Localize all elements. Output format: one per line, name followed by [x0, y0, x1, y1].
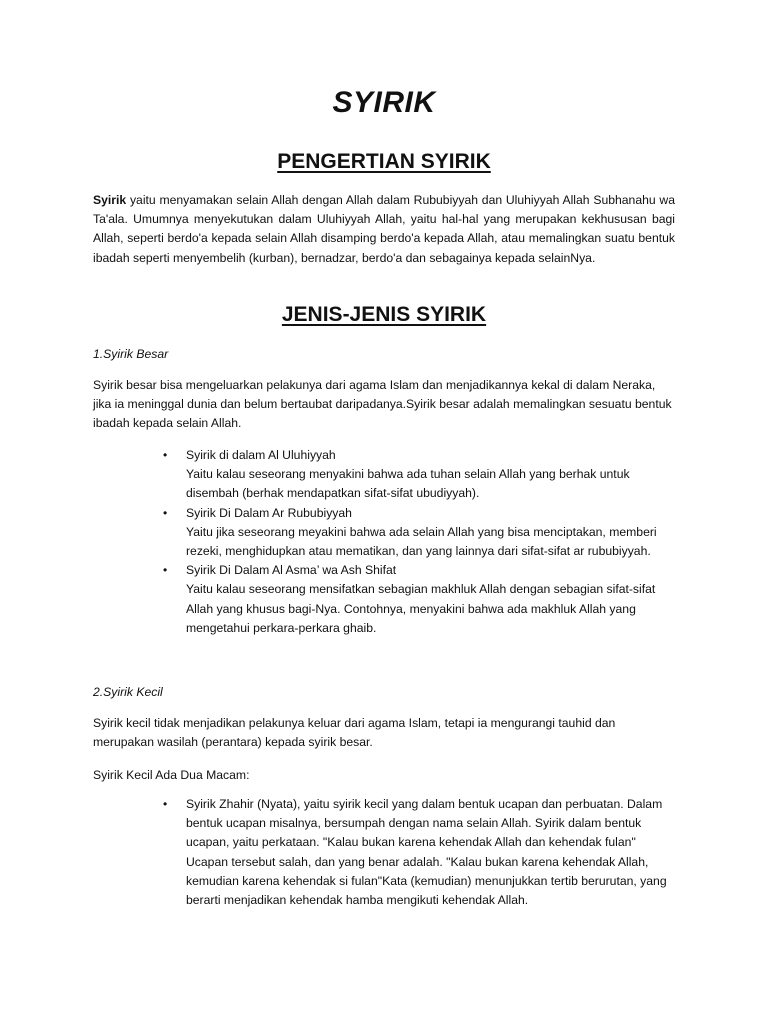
list-item-title: Syirik Di Dalam Ar Rububiyyah	[186, 505, 352, 520]
list-item	[0, 561, 676, 638]
list-item-text: Syirik Zhahir (Nyata), yaitu syirik kecil yang dalam bentuk ucapan dan perbuatan. Dalam bentuk ucapan misalnya, bersumpah dengan nama selain Allah. Syirik dalam bentuk ucapan, yaitu perkataan. "Kalau bukan karena kehendak Allah dan kehendak fulan" Ucapan tersebut salah, dan yang benar adalah. "Kalau bukan karena kehendak Allah, kemudian karena kehendak si fulan"Kata (kemudian) menunjukkan tertib berurutan, yang berarti menjadikan kehendak hamba mengikuti kehendak Allah.	[186, 797, 667, 908]
subsection-label-kecil: 2.Syirik Kecil	[93, 685, 163, 699]
list-item-text: Yaitu kalau seseorang menyakini bahwa ada tuhan selain Allah yang berhak untuk disembah (berhak mendapatkan sifat-sifat ubudiyyah).	[186, 467, 630, 501]
besar-bullet-list	[0, 446, 768, 638]
kecil-macam-line: Syirik Kecil Ada Dua Macam:	[93, 768, 250, 782]
bullet-icon: •	[163, 448, 168, 462]
list-item	[0, 446, 676, 504]
besar-paragraph: Syirik besar bisa mengeluarkan pelakunya dari agama Islam dan menjadikannya kekal di dalam Neraka, jika ia meninggal dunia dan belum bertaubat daripadanya.Syirik besar adalah memalingkan sesuatu bentuk ibadah kepada selain Allah.	[93, 378, 672, 431]
bullet-icon: •	[163, 505, 168, 520]
kecil-paragraph: Syirik kecil tidak menjadikan pelakunya keluar dari agama Islam, tetapi ia mengurangi tauhid dan merupakan wasilah (perantara) kepada syirik besar.	[93, 716, 616, 750]
bullet-icon: •	[163, 563, 168, 578]
list-item-text: Yaitu jika seseorang meyakini bahwa ada selain Allah yang bisa menciptakan, memberi rezeki, menghidupkan atau mematikan, dan yang lainnya dari sifat-sifat ar rububiyyah.	[186, 524, 657, 559]
intro-bold-term: Syirik	[93, 193, 127, 207]
list-item	[0, 504, 676, 562]
intro-paragraph	[93, 191, 675, 268]
section-heading-pengertian: PENGERTIAN SYIRIK	[277, 150, 491, 173]
bullet-icon: •	[163, 797, 168, 811]
kecil-bullet-list	[0, 795, 768, 910]
section-heading-jenis: JENIS-JENIS SYIRIK	[281, 303, 487, 326]
list-item-title: Syirik Di Dalam Al Asma’ wa Ash Shifat	[186, 563, 397, 578]
list-item-title: Syirik di dalam Al Uluhiyyah	[186, 448, 336, 462]
page-title: SYIRIK	[332, 86, 436, 119]
intro-text: yaitu menyamakan selain Allah dengan Allah dalam Rububiyyah dan Uluhiyyah Allah Subhanahu wa Ta'ala. Umumnya menyekutukan dalam Uluhiyyah Allah, yaitu hal-hal yang merupakan kekhususan bagi Allah, seperti berdo'a kepada selain Allah disamping berdo'a kepada Allah, atau memalingkan suatu bentuk ibadah seperti menyembelih (kurban), bernadzar, berdo'a dan sebagainya kepada selainNya.	[93, 193, 675, 265]
list-item	[0, 795, 676, 910]
list-item-text: Yaitu kalau seseorang mensifatkan sebagian makhluk Allah dengan sebagian sifat-sifat Allah yang khusus bagi-Nya. Contohnya, menyakini bahwa ada makhluk Allah yang mengetahui perkara-perkara ghaib.	[186, 582, 656, 635]
subsection-label-besar: 1.Syirik Besar	[93, 347, 169, 361]
